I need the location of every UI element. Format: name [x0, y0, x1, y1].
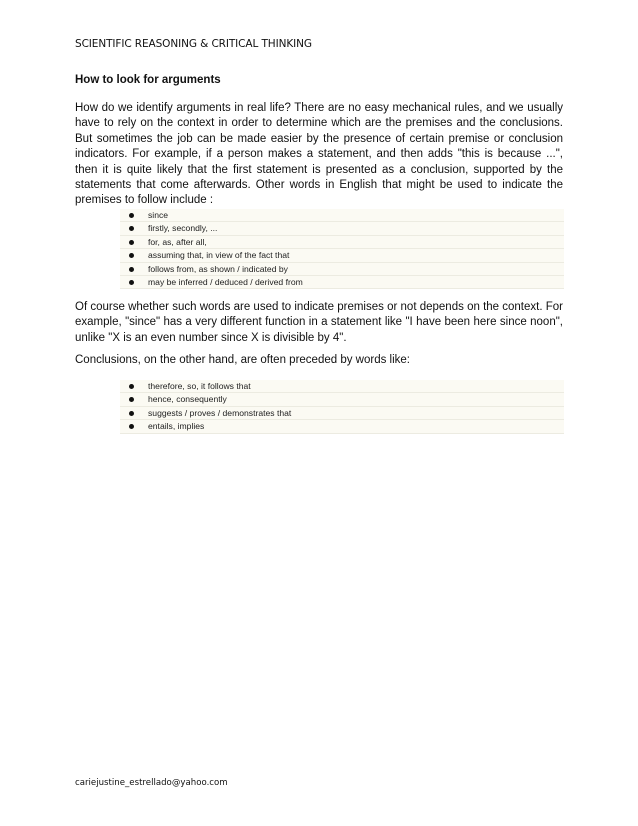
list-item-text: assuming that, in view of the fact that	[148, 250, 290, 261]
page-footer-email: cariejustine_estrellado@yahoo.com	[75, 778, 228, 788]
conclusion-intro-paragraph: Conclusions, on the other hand, are often preceded by words like:	[75, 354, 410, 366]
bullet-icon	[129, 213, 134, 218]
bullet-icon	[129, 267, 134, 272]
page-header: SCIENTIFIC REASONING & CRITICAL THINKING	[75, 38, 312, 50]
list-item	[120, 407, 564, 420]
premise-indicator-list	[120, 209, 564, 289]
bullet-icon	[129, 397, 134, 402]
list-item-text: since	[148, 210, 169, 220]
list-item	[120, 420, 564, 433]
list-item	[120, 263, 564, 276]
list-item	[120, 276, 564, 289]
bullet-icon	[129, 280, 134, 285]
list-item	[120, 236, 564, 249]
conclusion-indicator-list	[120, 380, 564, 434]
bullet-icon	[129, 384, 134, 389]
list-item	[120, 209, 564, 222]
context-paragraph: Of course whether such words are used to indicate premises or not depends on the context. For example, "since" has a very different function in a statement like "I have been here since noon", unlike "X is an even number since X is divisible by 4".	[75, 301, 563, 344]
list-item-text: for, as, after all,	[148, 236, 207, 247]
list-item-text: firstly, secondly, ...	[148, 223, 218, 234]
list-item-text: hence, consequently	[148, 394, 227, 405]
bullet-icon	[129, 411, 134, 416]
bullet-icon	[129, 253, 134, 258]
list-item-text: suggests / proves / demonstrates that	[148, 407, 292, 418]
bullet-icon	[129, 424, 134, 429]
list-item-text: entails, implies	[148, 421, 205, 432]
list-item	[120, 249, 564, 262]
list-item-text: follows from, as shown / indicated by	[148, 263, 288, 274]
section-title: How to look for arguments	[75, 74, 221, 86]
list-item	[120, 393, 564, 406]
intro-paragraph: How do we identify arguments in real life? There are no easy mechanical rules, and we usually have to rely on the context in order to determine which are the premises and the conclusions. But sometimes the job can be made easier by the presence of certain premise or conclusion indicators. For example, if a person makes a statement, and then adds "this is because ...", then it is quite likely that the first statement is presented as a conclusion, supported by the statements that come afterwards. Other words in English that might be used to indicate the premises to follow include :	[75, 102, 563, 207]
list-item	[120, 380, 564, 393]
list-item-text: therefore, so, it follows that	[148, 381, 251, 391]
list-item-text: may be inferred / deduced / derived from	[148, 276, 303, 287]
bullet-icon	[129, 240, 134, 245]
bullet-icon	[129, 226, 134, 231]
list-item	[120, 222, 564, 235]
